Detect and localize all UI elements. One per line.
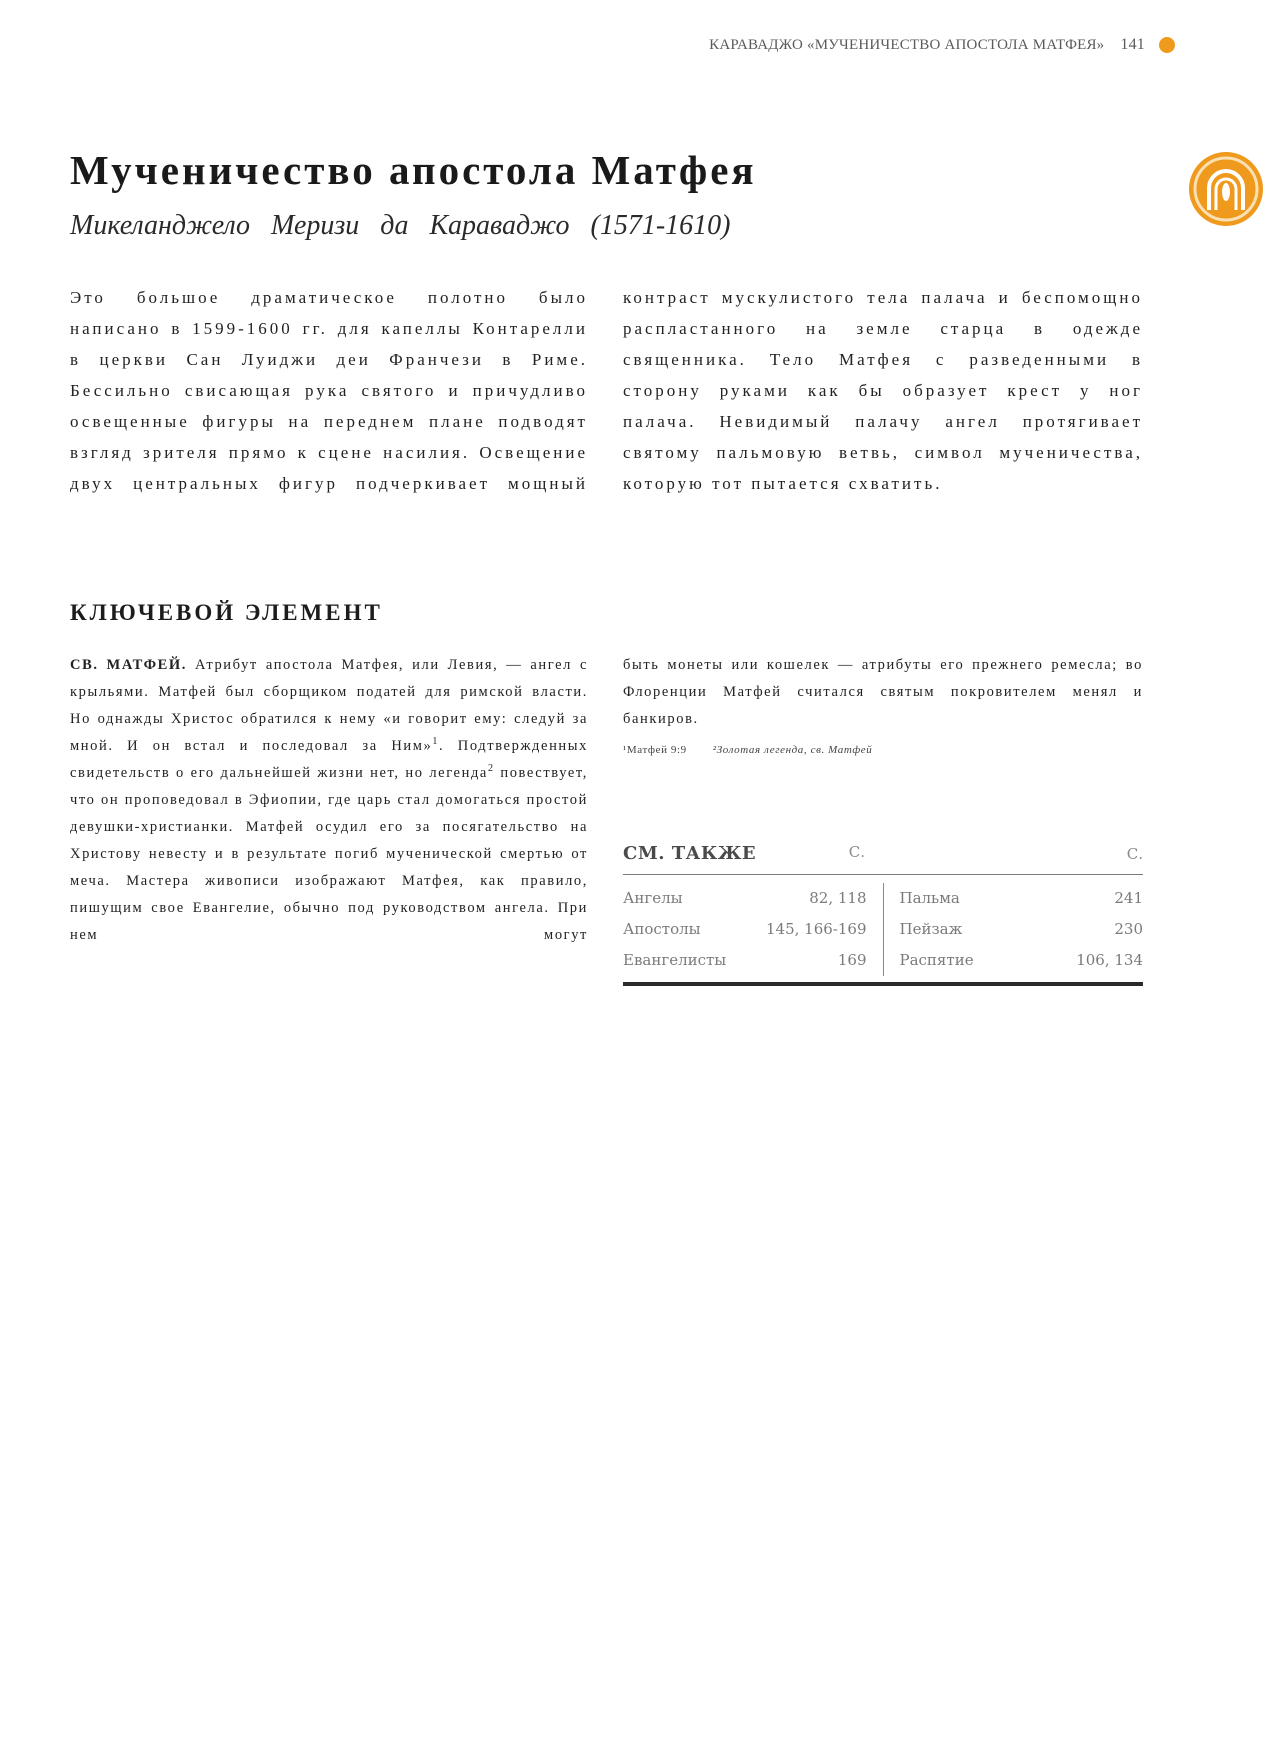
- artist-line: Микеланджело Меризи да Караваджо (1571-1610): [70, 210, 731, 241]
- see-also-header-left: [623, 843, 865, 864]
- see-also-pages: 169: [837, 951, 867, 969]
- see-also-body: [623, 875, 1143, 986]
- footnote-ref-1: 1: [432, 736, 439, 748]
- intro-text-right: контраст мускулистого тела палача и беспомощно распластанного на земле старца в одежде священника. Тело Матфея с разведенными в сторону руками как бы образует крест у ног палача. Невидимый палачу ангел протягивает святому пальмовую ветвь, символ мученичества, которую тот пытается схватить.: [623, 288, 1143, 493]
- see-also-header: [623, 843, 1143, 875]
- page-number: 141: [1120, 36, 1145, 53]
- see-also-row: [900, 883, 1144, 914]
- footnote-ref-2: 2: [487, 763, 495, 775]
- see-also-pages: 82, 118: [809, 889, 867, 907]
- see-also-row: [900, 914, 1144, 945]
- page-title: Мученичество апостола Матфея: [70, 147, 757, 193]
- see-also-title: СМ. ТАКЖЕ: [623, 843, 757, 864]
- orange-dot-icon: [1159, 37, 1175, 53]
- see-also-table: [623, 843, 1143, 986]
- see-also-pages: 106, 134: [1076, 951, 1143, 969]
- see-also-pages: 230: [1114, 920, 1143, 938]
- footnote-2: ²Золотая легенда, св. Матфей: [712, 744, 873, 756]
- key-element-text-right: быть монеты или кошелек — атрибуты его прежнего ремесла; во Флоренции Матфей считался святым покровителем менял и банкиров.: [623, 657, 1143, 727]
- see-also-topic: Пальма: [899, 889, 960, 907]
- key-element-text-part1: Атрибут апостола Матфея, или Левия, — ангел с крыльями. Матфей был сборщиком податей для римской власти. Но однажды Христос обратился к нему «и говорит ему: следуй за мной. И он встал и последовал за Ним»: [70, 657, 589, 754]
- key-element-heading: КЛЮЧЕВОЙ ЭЛЕМЕНТ: [70, 600, 383, 625]
- see-also-row: [900, 945, 1144, 976]
- see-also-topic: Распятие: [899, 951, 974, 969]
- see-also-row: [623, 883, 867, 914]
- see-also-topic: Евангелисты: [623, 951, 727, 969]
- key-element-text-part2: . Подтвержденных свидетельств о его дальнейшей жизни нет, но легенда: [70, 738, 588, 781]
- see-also-left-column: [623, 883, 884, 976]
- running-header: [709, 36, 1175, 54]
- footnotes: [623, 744, 872, 756]
- see-also-row: [623, 914, 867, 945]
- see-also-pages: 241: [1114, 889, 1143, 907]
- see-also-topic: Пейзаж: [899, 920, 963, 938]
- see-also-pages: 145, 166-169: [766, 920, 867, 938]
- see-also-topic: Апостолы: [623, 920, 701, 938]
- running-title: КАРАВАДЖО «МУЧЕНИЧЕСТВО АПОСТОЛА МАТФЕЯ»: [709, 36, 1105, 53]
- see-also-right-column: [884, 883, 1144, 976]
- see-also-row: [623, 945, 867, 976]
- key-element-text-part3: повествует, что он проповедовал в Эфиопии, где царь стал домогаться простой девушки-христианки. Матфей осудил его за посягательство на Христову невесту и в результате погиб мученической смертью от меча. Мастера живописи изображают Матфея, как правило, пишущим свое Евангелие, обычно под руководством ангела. При нем могут: [70, 765, 588, 943]
- intro-text-left: Это большое драматическое полотно было написано в 1599-1600 гг. для капеллы Контарелли в церкви Сан Луиджи деи Франчези в Риме. Бессильно свисающая рука святого и причудливо освещенные фигуры на переднем плане подводят взгляд зрителя прямо к сцене насилия. Освещение двух центральных фигур подчеркивает мощный: [70, 288, 588, 493]
- page-column-label-left: С.: [848, 843, 865, 861]
- key-element-lead: СВ. МАТФЕЙ.: [70, 657, 188, 673]
- page-column-label-right: С.: [1126, 845, 1143, 863]
- section-emblem-icon: [1187, 150, 1265, 228]
- see-also-topic: Ангелы: [623, 889, 683, 907]
- footnote-1: ¹Матфей 9:9: [623, 744, 687, 756]
- key-element-text-left: [70, 652, 588, 949]
